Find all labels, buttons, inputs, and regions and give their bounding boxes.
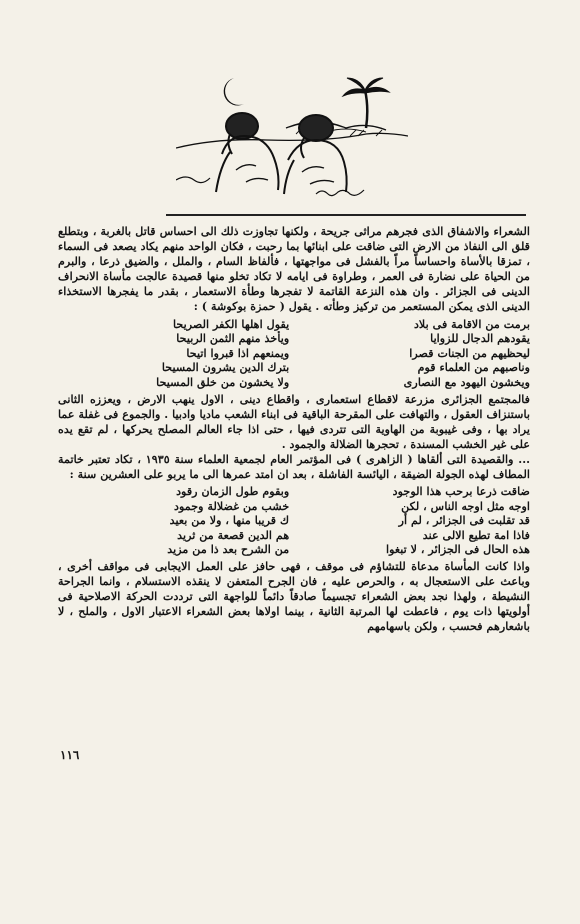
header-illustration [176, 70, 408, 202]
verse-line: ويخشون اليهود مع النصارى ولا يخشون من خلق المسيحا [156, 374, 530, 389]
body-text [58, 224, 530, 635]
figure-right [284, 115, 347, 194]
figure-left [216, 113, 279, 192]
illustration-signature-icon [316, 190, 364, 196]
palm-tree-icon [343, 78, 389, 128]
header-rule [166, 214, 526, 216]
verse-line: برمت من الاقامة فى بلاد يقول اهلها الكفر الصريحا [172, 316, 530, 331]
crescent-moon-icon [224, 78, 244, 106]
paragraph-3: ... والقصيدة التى ألقاها ( الزاهرى ) فى المؤتمر العام لجمعية العلماء سنة ١٩٣٥ ، تكاد تعتبر خاتمة المطاف لهذه الجولة الضيقة ، اليائسة الفاشلة ، بعد ان امتد عمرها الى ما يربو على العشرين سنة : [58, 451, 530, 481]
verse-line: وناصبهم من العلماء قوم بترك الدين يشرون المسيحا [161, 360, 530, 375]
verse-line: اوجه مثل اوجه الناس ، لكن خشب من غضلالة وجمود [174, 498, 530, 513]
verse-line: قد تقلبت فى الجزائر ، لم أر ك قريبا منها ، ولا من بعيد [169, 513, 530, 528]
paragraph-2: فالمجتمع الجزائرى مزرعة لاقطاع استعمارى ، واقطاع دينى ، الاول ينهب الارض ، ويعززه الثانى باستنزاف العقول ، والتهافت على المقرحة الباقية فى ابناء الشعب ماديا وادبيا . والجموع فى غفلة عما يراد بها ، وفى غيبوبة من الهاوية التى تتردى فيها ، حتى اذا جاء العالم المصلح يحركها ، لم تقع يده على غير الخشب المسندة ، تحجرها الضلالة والجمود . [58, 391, 530, 451]
verse-line: فاذا امة تطيع الالى عند هم الدين قصعة من ثريد [177, 527, 530, 542]
verse-line: ليحظيهم من الجنات قصرا ويمنعهم اذا قبروا اتيحا [186, 345, 530, 360]
verse-line: يقودهم الدجال للزوايا ويأخذ منهم الثمن الربيحا [176, 331, 530, 346]
page-number: ١١٦ [60, 748, 80, 762]
paragraph-4: واذا كانت المأساة مدعاة للتشاؤم فى موقف ، فهى حافز على العمل الايجابى فى مواقف أخرى ، وباعث على الاستعجال به ، والحرص عليه ، فان الجرح المتعفن لا ينقذه الاستسلام ، وانما الجراحة النشيطة ، ولهذا نجد بعض الشعراء تجسيماً صادقاً دائماً للواجهة التى ترددت الحركة الاصلاحية فى أولويتها ذات يوم ، فاعطت لها المرتبة الثانية ، بينما اولاها بعض الشعراء الاعتبار الاول ، والملح ، لا باشعارهم فحسب ، ولكن باسهامهم [58, 559, 530, 634]
verse-line: ضاقت ذرعا برحب هذا الوجود وبقوم طول الزمان رقود [176, 484, 530, 499]
paragraph-1: الشعراء والاشفاق الذى فجرهم مراثى جريحة ، ولكنها تجاوزت ذلك الى احساس قاتل بالغربة ، وبتطلع قلق الى النفاذ من الارض التى ضاقت على ابنائها بما رحبت ، فكان الواحد منهم يكاد يصعد فى السماء ، تمزقا بالأساة واحساساً مراً بالفشل فى مواجهتها ، فألفاظ السام ، والملل ، والضيق ذرعا ، والبرم من الحياة على نضارة فى العمر ، وطراوة فى ايامه لا تكاد تخلو منها قصيدة عالجت مأساة الانحراف الدينى فى الجزائر . وان هذه النزعة القاتمة لا تفجرها وطأة الاستعمار ، بقدر ما يفجرها الاستخذاء الدينى الذى يمكن المستعمر من تركيز وطأته . يقول ( حمزة بوكوشة ) : [58, 224, 530, 314]
verses-bukusha [58, 317, 530, 390]
verses-zahiri [58, 484, 530, 557]
verse-line: هذه الحال فى الجزائر ، لا تبغوا من الشرح بعد ذا من مزيد [167, 542, 530, 557]
